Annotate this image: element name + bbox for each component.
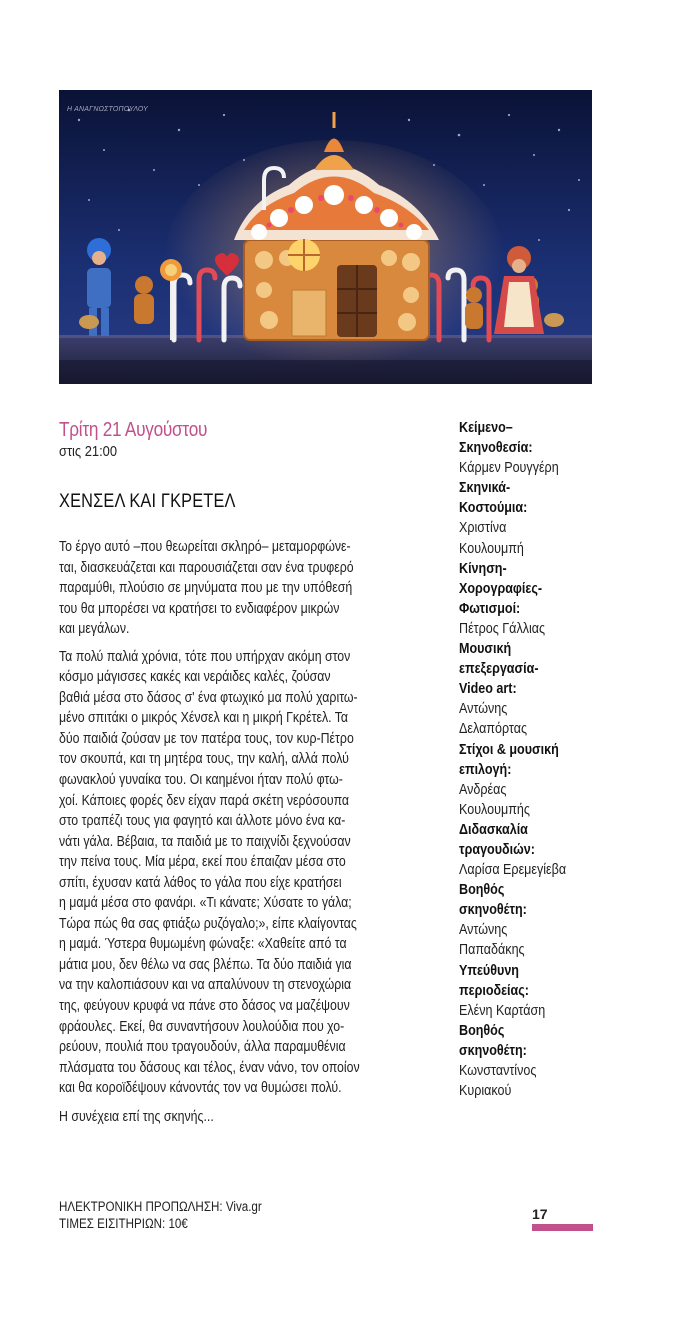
- credit-name: Κυριακού: [459, 1083, 512, 1100]
- credits-column: [459, 418, 609, 1101]
- credit-role: τραγουδιών:: [459, 841, 535, 858]
- credit-role: περιοδείας:: [459, 982, 529, 999]
- text-line: σπίτι, έχυσαν κατά λάθος το γάλα που είχε κρατήσει: [59, 874, 342, 891]
- text-line: χοί. Κάποιες φορές δεν είχαν παρά σκέτη νερόσουπα: [59, 792, 350, 809]
- text-line: Η συνέχεια επί της σκηνής...: [59, 1108, 214, 1125]
- text-line: ρεύουν, πουλιά που τραγουδούν, άλλα παραμυθένια: [59, 1039, 346, 1056]
- page-accent-bar: [532, 1224, 593, 1231]
- text-line: ται, διασκευάζεται και παρουσιάζεται σαν ένα τρυφερό: [59, 559, 354, 576]
- text-line: φωνακλού γυναίκα του. Οι καημένοι ήταν πολύ φτω-: [59, 772, 343, 789]
- credit-name: Κωνσταντίνος: [459, 1063, 537, 1079]
- credit-role: Φωτισμοί:: [459, 600, 521, 617]
- photo-credit: Η ΑΝΑΓΝΩΣΤΟΠΟΥΛΟΥ: [67, 106, 149, 113]
- continuation-paragraph: [59, 1107, 434, 1128]
- credit-role: Χορογραφίες-: [459, 580, 543, 597]
- credit-name: Αντώνης: [459, 701, 508, 718]
- text-line: μάτια μου, δεν θέλω να σας βλέπω. Τα δύο παιδιά για: [59, 956, 352, 973]
- gingerbread-house-scene: [59, 90, 592, 384]
- credit-role: Διδασκαλία: [459, 821, 528, 838]
- credit-role: Βοηθός: [459, 882, 505, 899]
- credit-role: Σκηνικά-: [459, 480, 511, 497]
- text-line: κόσμο μάγισσες κακές και νεράιδες καλές, ζούσαν: [59, 669, 331, 686]
- credit-role: επεξεργασία-: [459, 661, 539, 678]
- credit-name: Λαρίσα Ερεμεγίεβα: [459, 862, 567, 879]
- text-line: νάτι γάλα. Βέβαια, τα παιδιά με το παιχνίδι ξεχνούσαν: [59, 833, 351, 850]
- story-paragraph: [59, 647, 434, 1099]
- text-line: παραμύθι, πλούσιο σε μηνύματα που με την υπόθεσή: [59, 580, 353, 597]
- ticket-price-line: ΤΙΜΕΣ ΕΙΣΙΤΗΡΙΩΝ: 10€: [59, 1216, 188, 1231]
- text-line: μένο σπιτάκι ο μικρός Χένσελ και η μικρή Γκρέτελ. Τα: [59, 710, 349, 727]
- text-line: της, φεύγουν κρυφά να πάνε στο δάσος να μαζέψουν: [59, 998, 350, 1015]
- credit-role: Μουσική: [459, 641, 512, 658]
- text-line: στο τραπέζι τους για φαγητό και άλλοτε μόνο ένα κα-: [59, 813, 346, 830]
- text-line: πλάσματα του δάσους και τέλος, έναν νάνο, τον οποίον: [59, 1059, 360, 1076]
- text-line: Τώρα πώς θα σας φτιάξω ρυζόγαλο;», είπε κλαίγοντας: [59, 915, 357, 932]
- text-line: Τα πολύ παλιά χρόνια, τότε που υπήρχαν ακόμη στον: [59, 648, 351, 665]
- online-sales-line: ΗΛΕΚΤΡΟΝΙΚΗ ΠΡΟΠΩΛΗΣΗ: Viva.gr: [59, 1199, 262, 1214]
- credit-name: Κάρμεν Ρουγγέρη: [459, 460, 559, 477]
- page-number: 17: [532, 1206, 548, 1222]
- credit-name: Παπαδάκης: [459, 942, 525, 959]
- credit-name: Κουλουμπή: [459, 540, 524, 557]
- credit-role: επιλογή:: [459, 761, 512, 778]
- credit-role: σκηνοθέτη:: [459, 1042, 527, 1059]
- credit-role: Κοστούμια:: [459, 500, 528, 517]
- stage-photo: [59, 90, 592, 384]
- credit-name: Αντώνης: [459, 922, 508, 939]
- text-line: τον σκουπά, και τη μητέρα τους, την καλή, αλλά πολύ: [59, 751, 349, 768]
- credit-name: Πέτρος Γάλλιας: [459, 620, 546, 637]
- text-line: να την καλοπιάσουν και να απαλύνουν τη στενοχώρια: [59, 977, 352, 994]
- text-line: η μαμά. Ύστερα θυμωμένη φώναξε: «Χαθείτε από τα: [59, 936, 347, 953]
- credit-name: Χριστίνα: [459, 520, 507, 537]
- credit-name: Ελένη Καρτάση: [459, 1002, 546, 1019]
- text-line: του θα μπορέσει να κρατήσει το ενδιαφέρον μικρών: [59, 600, 340, 617]
- credit-role: σκηνοθέτη:: [459, 902, 527, 919]
- text-line: την πείνα τους. Μία μέρα, εκεί που έπαιζαν μέσα στο: [59, 854, 346, 871]
- credit-name: Ανδρέας: [459, 781, 507, 798]
- credit-role: Κείμενο–: [459, 420, 513, 436]
- credit-role: Video art:: [459, 681, 517, 698]
- credit-role: Σκηνοθεσία:: [459, 440, 533, 457]
- text-line: Το έργο αυτό –που θεωρείται σκληρό– μεταμορφώνε-: [59, 539, 351, 555]
- credit-role: Στίχοι & μουσική: [459, 741, 559, 758]
- text-line: η μαμά μέσα στο φανάρι. «Τι κάνατε; Χύσατε το γάλα;: [59, 895, 352, 912]
- text-line: δύο παιδιά ζούσαν με τον πατέρα τους, τον κυρ-Πέτρο: [59, 730, 354, 747]
- event-title: ΧΕΝΣΕΛ ΚΑΙ ΓΚΡΕΤΕΛ: [59, 491, 236, 512]
- credit-name: Δελαπόρτας: [459, 721, 528, 738]
- text-line: φράουλες. Εκεί, θα συναντήσουν λουλούδια που χο-: [59, 1018, 345, 1035]
- credit-name: Κουλουμπής: [459, 801, 530, 818]
- ticket-info: [59, 1198, 295, 1232]
- text-line: και μεγάλων.: [59, 621, 130, 638]
- intro-paragraph: [59, 537, 434, 640]
- event-date: Τρίτη 21 Αυγούστου: [59, 419, 208, 441]
- credit-role: Βοηθός: [459, 1022, 505, 1039]
- credit-role: Υπεύθυνη: [459, 962, 519, 979]
- event-time: στις 21:00: [59, 443, 118, 460]
- text-line: και θα κοροϊδέψουν κάνοντάς τον να θυμώσει πολύ.: [59, 1080, 342, 1097]
- article-column: [59, 418, 434, 1127]
- text-line: βαθιά μέσα στο δάσος σ' ένα φτωχικό μα πολύ χαριτω-: [59, 689, 358, 706]
- credit-role: Κίνηση-: [459, 560, 507, 577]
